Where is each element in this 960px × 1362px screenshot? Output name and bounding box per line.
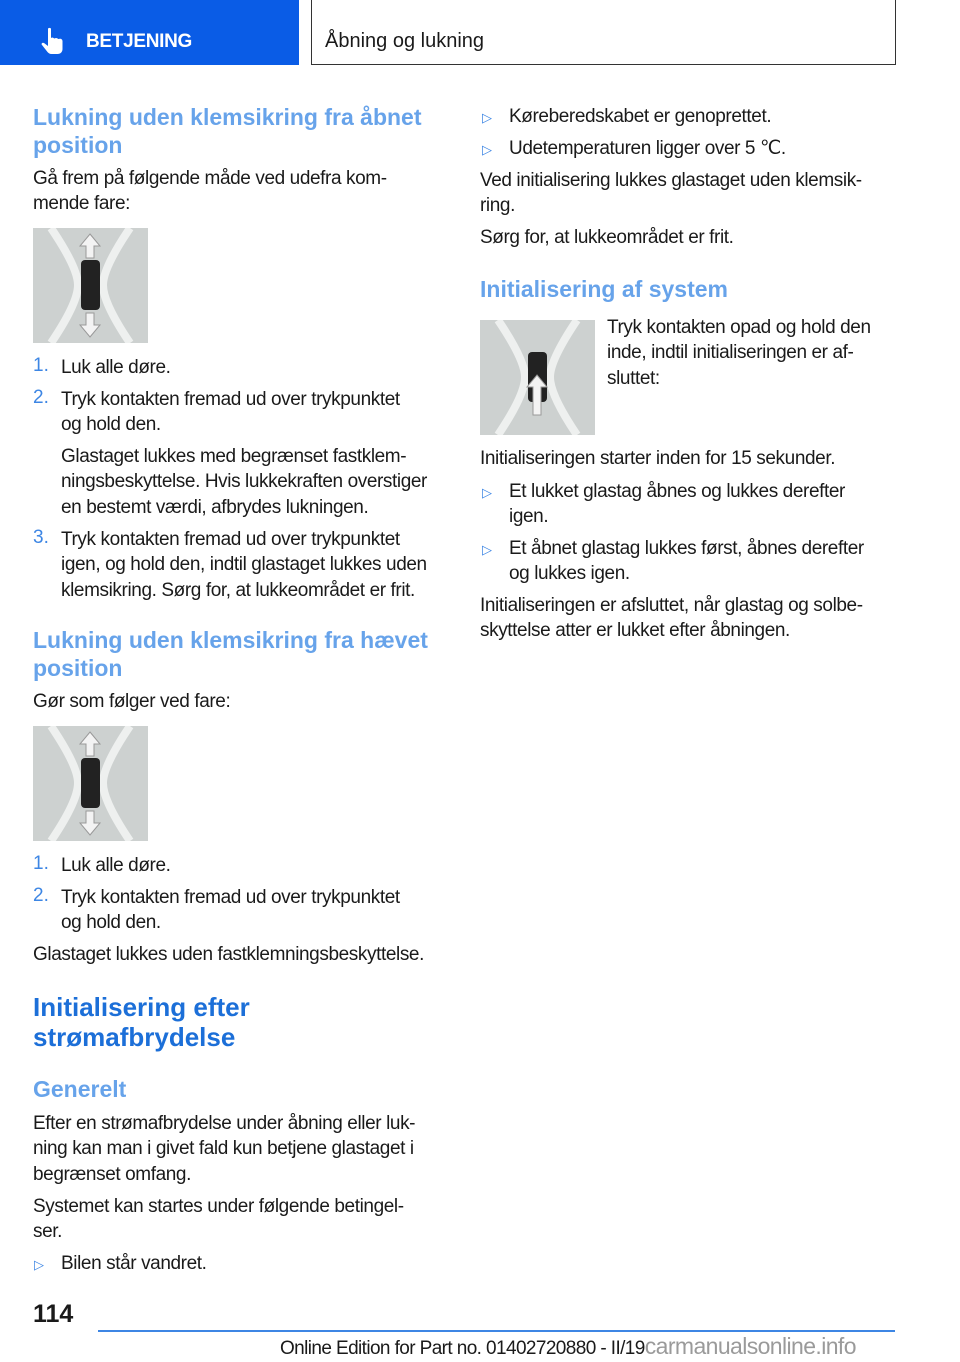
paragraph: Initialiseringen starter inden for 15 sekunder. xyxy=(480,448,836,469)
heading-initialisation: Initialisering efter strømafbrydelse xyxy=(33,992,250,1052)
chapter-title: Åbning og lukning xyxy=(325,30,485,52)
step-text: Tryk kontakten fremad ud over trykpunktet og hold den. xyxy=(61,887,400,934)
step-text: Luk alle døre. xyxy=(61,855,171,876)
paragraph: Efter en strømafbrydelse under åbning eller luk- ning kan man i givet fald kun betjene glastaget i begrænset omfang. xyxy=(33,1113,416,1185)
switch-image xyxy=(480,320,595,435)
roof-switch-illustration xyxy=(33,228,148,343)
step-number: 1. xyxy=(33,355,49,376)
triangle-bullet-icon: ▷ xyxy=(482,485,492,500)
heading-system-init: Initialisering af system xyxy=(480,276,728,302)
step-text: Tryk kontakten fremad ud over trykpunktet og hold den. xyxy=(61,389,400,436)
hand-pointer-icon xyxy=(40,27,66,55)
switch-image xyxy=(33,228,148,343)
step-text: Luk alle døre. xyxy=(61,357,171,378)
paragraph: Sørg for, at lukkeområdet er frit. xyxy=(480,227,734,248)
intro-a: Gå frem på følgende måde ved udefra kom- mende fare: xyxy=(33,168,387,215)
paragraph: Initialiseringen er afsluttet, når glastag og solbe- skyttelse atter er lukket efter åbningen. xyxy=(480,595,863,642)
step-number: 3. xyxy=(33,527,49,548)
footer-rule xyxy=(98,1330,895,1332)
bullet-text: Et åbnet glastag lukkes først, åbnes derefter og lukkes igen. xyxy=(509,538,864,585)
heading-closing-raised: Lukning uden klemsikring fra hævet position xyxy=(33,627,428,681)
section-title: BETJENING xyxy=(86,31,193,52)
triangle-bullet-icon: ▷ xyxy=(482,142,492,157)
triangle-bullet-icon: ▷ xyxy=(482,110,492,125)
heading-general: Generelt xyxy=(33,1076,127,1102)
roof-switch-up-illustration xyxy=(480,320,595,435)
image-caption: Tryk kontakten opad og hold den inde, indtil initialiseringen er af- sluttet: xyxy=(607,317,871,389)
triangle-bullet-icon: ▷ xyxy=(482,542,492,557)
step-text: Tryk kontakten fremad ud over trykpunktet igen, og hold den, indtil glastaget lukkes uden klemsikring. Sørg for, at lukkeområdet er frit. xyxy=(61,529,427,601)
step-note: Glastaget lukkes med begrænset fastklem- ningsbeskyttelse. Hvis lukkekraften overstiger en bestemt værdi, afbrydes lukningen. xyxy=(61,446,427,518)
switch-image xyxy=(33,726,148,841)
bullet-text: Udetemperaturen ligger over 5 ℃. xyxy=(509,138,786,159)
footer-text xyxy=(280,1333,856,1360)
edition-text: Online Edition for Part no. 01402720880 - II/19 xyxy=(280,1338,645,1359)
chapter-tab xyxy=(311,0,896,65)
roof-switch-illustration xyxy=(33,726,148,841)
bullet-text: Køreberedskabet er genoprettet. xyxy=(509,106,772,127)
watermark: carmanualsonline.info xyxy=(644,1333,856,1359)
step-number: 2. xyxy=(33,885,49,906)
triangle-bullet-icon: ▷ xyxy=(34,1257,44,1272)
step-number: 1. xyxy=(33,853,49,874)
bullet-text: Et lukket glastag åbnes og lukkes derefter igen. xyxy=(509,481,845,528)
paragraph: Ved initialisering lukkes glastaget uden klemsik- ring. xyxy=(480,170,862,217)
paragraph: Glastaget lukkes uden fastklemningsbeskyttelse. xyxy=(33,944,424,965)
intro-b: Gør som følger ved fare: xyxy=(33,691,231,712)
bullet-text: Bilen står vandret. xyxy=(61,1253,207,1274)
paragraph: Systemet kan startes under følgende betingel- ser. xyxy=(33,1196,404,1243)
section-tab xyxy=(0,0,299,65)
page-number: 114 xyxy=(33,1300,74,1328)
step-number: 2. xyxy=(33,387,49,408)
heading-closing-open: Lukning uden klemsikring fra åbnet position xyxy=(33,104,422,158)
